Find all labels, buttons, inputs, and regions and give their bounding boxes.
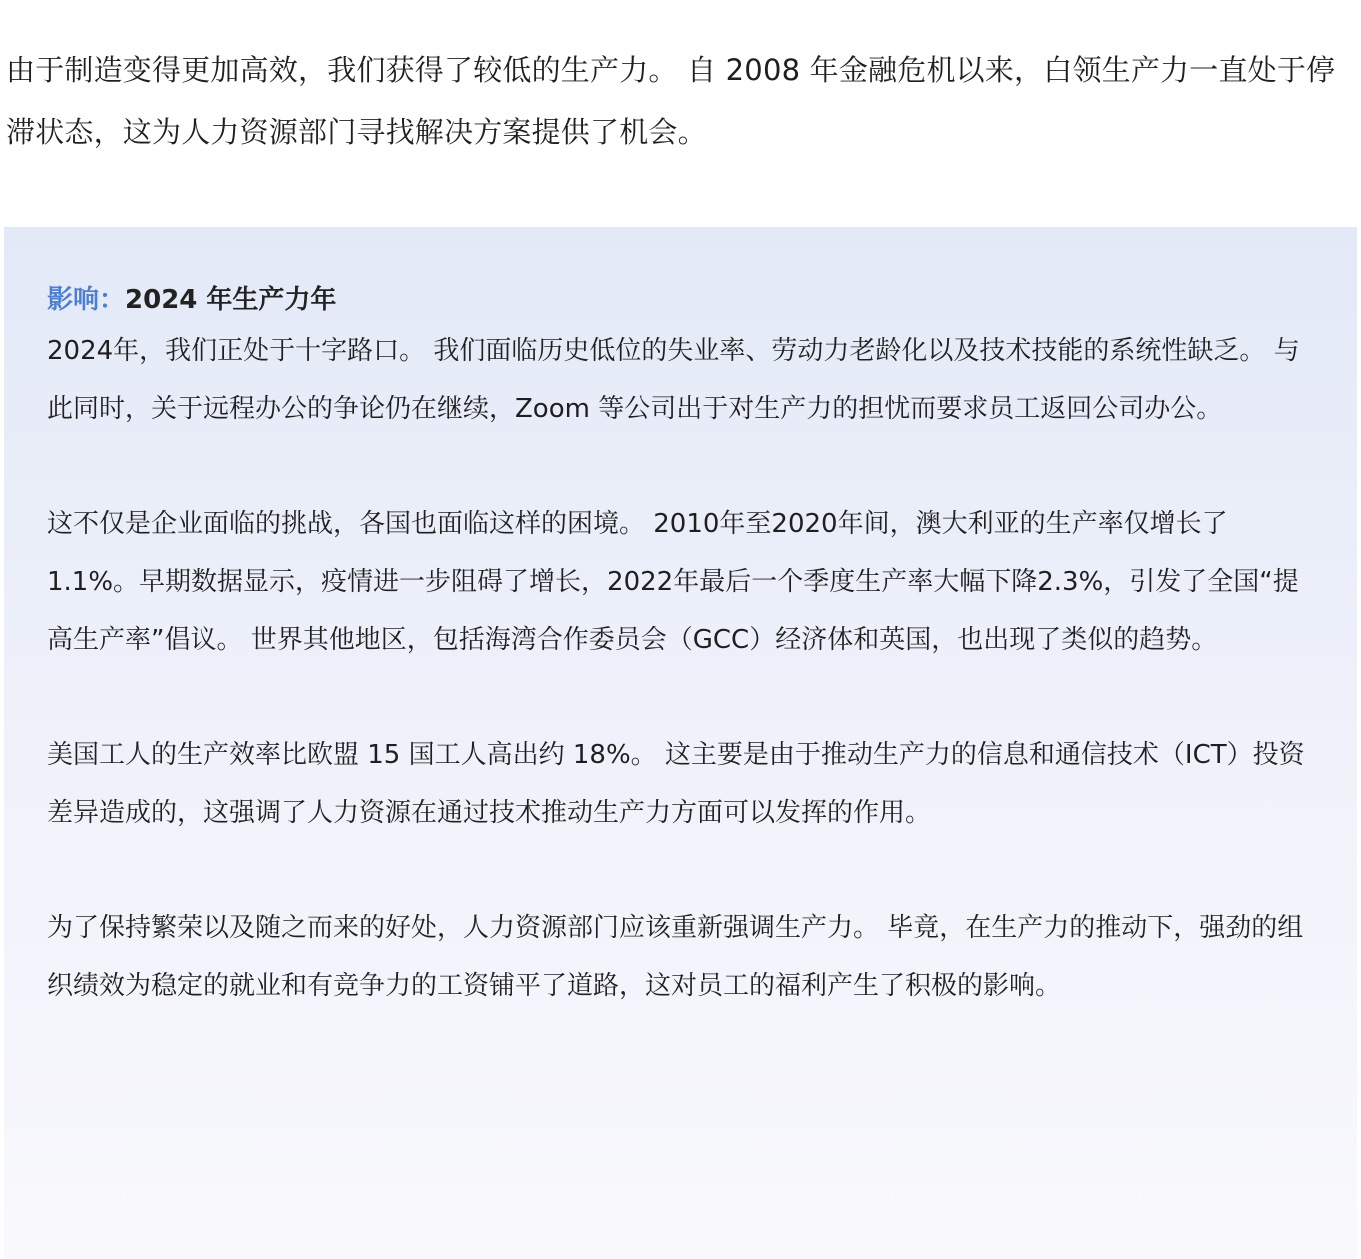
callout-label: 影响： [47, 285, 126, 315]
callout-paragraph-4: 为了保持繁荣以及随之而来的好处，人力资源部门应该重新强调生产力。 毕竟，在生产力的推动下，强劲的组织绩效为稳定的就业和有竞争力的工资铺平了道路，这对员工的福利产生了积极的影响。 [47, 913, 1304, 1001]
callout-paragraph-2: 这不仅是企业面临的挑战，各国也面临这样的困境。 2010年至2020年间，澳大利亚的生产率仅增长了1.1%。早期数据显示，疫情进一步阻碍了增长，2022年最后一个季度生产率大幅下降2.3%，引发了全国“提高生产率”倡议。 世界其他地区，包括海湾合作委员会（GCC）经济体和英国，也出现了类似的趋势。 [47, 509, 1299, 655]
callout-content [47, 280, 1317, 1015]
callout-title: 2024 年生产力年 [125, 285, 337, 315]
intro-paragraph: 由于制造变得更加高效，我们获得了较低的生产力。 自 2008 年金融危机以来，白领生产力一直处于停滞状态，这为人力资源部门寻找解决方案提供了机会。 [6, 53, 1336, 149]
callout-paragraph-1: 2024年，我们正处于十字路口。 我们面临历史低位的失业率、劳动力老龄化以及技术技能的系统性缺乏。 与此同时，关于远程办公的争论仍在继续，Zoom 等公司出于对生产力的担忧而要求员工返回公司办公。 [47, 336, 1300, 424]
callout-paragraph-3: 美国工人的生产效率比欧盟 15 国工人高出约 18%。 这主要是由于推动生产力的信息和通信技术（ICT）投资差异造成的，这强调了人力资源在通过技术推动生产力方面可以发挥的作用。 [47, 740, 1305, 828]
impact-callout-box [4, 227, 1357, 1259]
callout-heading [47, 280, 1317, 320]
